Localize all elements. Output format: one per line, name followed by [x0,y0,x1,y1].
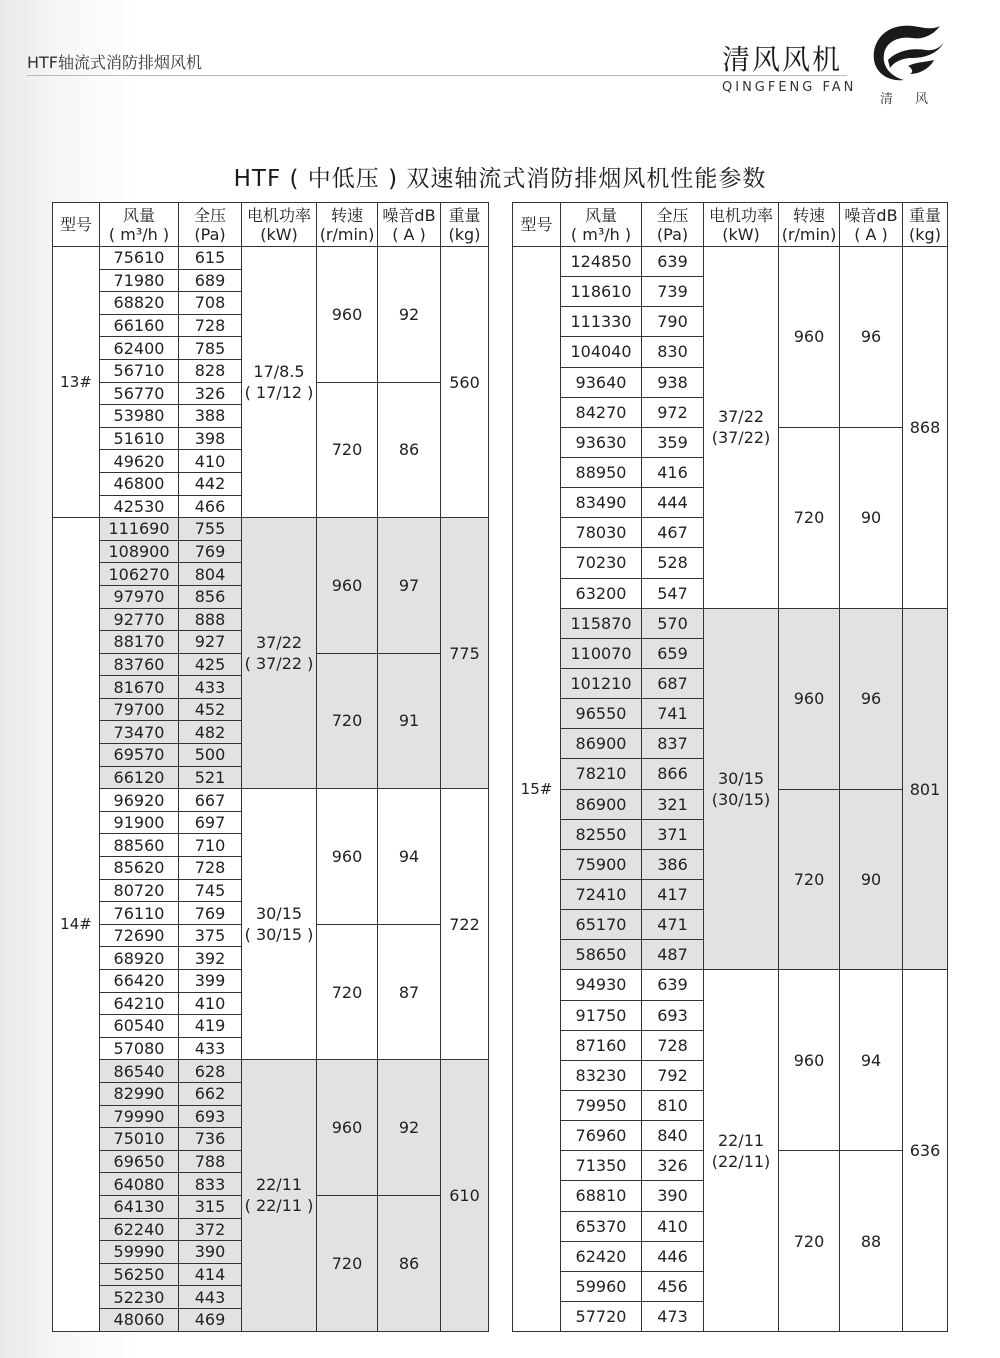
pressure-cell: 570 [642,608,704,638]
pressure-cell: 741 [642,699,704,729]
column-header-unit: (r/min) [781,224,837,244]
column-header-name: 电机功率 [246,205,311,225]
pressure-cell: 419 [179,1015,242,1038]
pressure-cell: 833 [179,1173,242,1196]
pressure-cell: 639 [642,247,704,277]
speed-cell: 960 [317,247,378,383]
column-header-unit: (Pa) [194,224,226,244]
noise-cell: 94 [840,970,903,1151]
motor-power-value: 37/22 [255,633,303,653]
pressure-cell: 467 [642,518,704,548]
pressure-cell: 410 [179,450,242,473]
airflow-cell: 51610 [100,427,179,450]
airflow-cell: 82550 [561,819,642,849]
pressure-cell: 615 [179,247,242,270]
column-header-unit: ( A ) [854,224,888,244]
airflow-cell: 91750 [561,1000,642,1030]
pressure-cell: 372 [179,1218,242,1241]
column-header [317,203,378,247]
airflow-cell: 65170 [561,910,642,940]
column-header-name: 全压 [656,205,689,225]
airflow-cell: 81670 [100,676,179,699]
speed-cell: 720 [317,1195,378,1331]
airflow-cell: 85620 [100,857,179,880]
airflow-cell: 88950 [561,457,642,487]
speed-cell: 720 [779,1151,840,1332]
pressure-cell: 398 [179,427,242,450]
airflow-cell: 75010 [100,1128,179,1151]
column-header-name: 型号 [520,215,553,234]
column-header [53,203,100,247]
motor-power-alt: ( 37/22 ) [244,654,314,674]
motor-power-alt: (30/15) [711,790,771,810]
airflow-cell: 76960 [561,1121,642,1151]
airflow-cell: 106270 [100,563,179,586]
airflow-cell: 94930 [561,970,642,1000]
column-header-name: 噪音dB [382,205,436,225]
pressure-cell: 442 [179,472,242,495]
pressure-cell: 972 [642,397,704,427]
airflow-cell: 62240 [100,1218,179,1241]
motor-power-value: 30/15 [255,904,303,924]
airflow-cell: 79700 [100,698,179,721]
airflow-cell: 79950 [561,1090,642,1120]
noise-cell: 90 [840,427,903,608]
pressure-cell: 697 [179,811,242,834]
pressure-cell: 728 [179,857,242,880]
motor-power-alt: (37/22) [711,428,771,448]
airflow-cell: 63200 [561,578,642,608]
table-header-row [53,203,489,247]
column-header-name: 风量 [584,205,617,225]
pressure-cell: 326 [642,1151,704,1181]
pressure-cell: 388 [179,405,242,428]
pressure-cell: 414 [179,1263,242,1286]
column-header-unit: ( A ) [392,224,426,244]
column-header [179,203,242,247]
pressure-cell: 521 [179,766,242,789]
motor-power-cell [242,789,317,1060]
motor-power-cell [704,247,779,609]
airflow-cell: 56710 [100,359,179,382]
motor-power-alt: ( 22/11 ) [244,1196,314,1216]
noise-cell: 96 [840,608,903,789]
column-header-name: 重量 [448,205,481,225]
weight-cell: 610 [441,1060,489,1331]
pressure-cell: 500 [179,744,242,767]
speed-cell: 960 [779,970,840,1151]
airflow-cell: 104040 [561,337,642,367]
airflow-cell: 66120 [100,766,179,789]
airflow-cell: 115870 [561,608,642,638]
pressure-cell: 769 [179,540,242,563]
airflow-cell: 62400 [100,337,179,360]
airflow-cell: 53980 [100,405,179,428]
airflow-cell: 57720 [561,1301,642,1331]
noise-cell: 87 [378,924,441,1060]
column-header-unit: ( m³/h ) [108,224,170,244]
airflow-cell: 88170 [100,631,179,654]
column-header [378,203,441,247]
pressure-cell: 628 [179,1060,242,1083]
motor-power-cell [704,970,779,1332]
pressure-cell: 728 [179,314,242,337]
pressure-cell: 359 [642,427,704,457]
column-header-name: 转速 [330,205,363,225]
airflow-cell: 60540 [100,1015,179,1038]
column-header [242,203,317,247]
table-row [53,247,489,270]
pressure-cell: 390 [179,1241,242,1264]
airflow-cell: 72410 [561,879,642,909]
airflow-cell: 96550 [561,699,642,729]
speed-cell: 960 [317,518,378,654]
airflow-cell: 49620 [100,450,179,473]
pressure-cell: 830 [642,337,704,367]
airflow-cell: 65370 [561,1211,642,1241]
motor-power-alt: ( 30/15 ) [244,925,314,945]
column-header-unit: (r/min) [319,224,375,244]
pressure-cell: 375 [179,924,242,947]
airflow-cell: 101210 [561,668,642,698]
airflow-cell: 83760 [100,653,179,676]
speed-cell: 960 [317,789,378,925]
motor-power-alt: (22/11) [711,1151,771,1171]
motor-power-value: 17/8.5 [253,362,305,382]
airflow-cell: 79990 [100,1105,179,1128]
pressure-cell: 769 [179,902,242,925]
airflow-cell: 68810 [561,1181,642,1211]
airflow-cell: 84270 [561,397,642,427]
airflow-cell: 68820 [100,292,179,315]
airflow-cell: 110070 [561,638,642,668]
table-row [513,970,948,1000]
airflow-cell: 42530 [100,495,179,518]
table-row [53,1060,489,1083]
column-header-unit: (Pa) [656,224,689,244]
pressure-cell: 755 [179,518,242,541]
pressure-cell: 315 [179,1195,242,1218]
pressure-cell: 693 [179,1105,242,1128]
airflow-cell: 92770 [100,608,179,631]
motor-power-cell [242,247,317,518]
airflow-cell: 86900 [561,729,642,759]
pressure-cell: 938 [642,367,704,397]
pressure-cell: 728 [642,1030,704,1060]
column-header-name: 风量 [122,205,155,225]
airflow-cell: 82990 [100,1082,179,1105]
motor-power-cell [242,1060,317,1331]
speed-cell: 960 [779,247,840,428]
table-row [53,789,489,812]
speed-cell: 720 [317,924,378,1060]
pressure-cell: 788 [179,1150,242,1173]
airflow-cell: 52230 [100,1286,179,1309]
weight-cell: 868 [903,247,948,609]
pressure-cell: 639 [642,970,704,1000]
pressure-cell: 790 [642,307,704,337]
pressure-cell: 410 [179,992,242,1015]
motor-power-cell [704,608,779,970]
airflow-cell: 69570 [100,744,179,767]
airflow-cell: 96920 [100,789,179,812]
pressure-cell: 473 [642,1301,704,1331]
pressure-cell: 659 [642,638,704,668]
pressure-cell: 433 [179,1037,242,1060]
pressure-cell: 739 [642,277,704,307]
airflow-cell: 86540 [100,1060,179,1083]
speed-cell: 720 [317,653,378,789]
pressure-cell: 425 [179,653,242,676]
pressure-cell: 810 [642,1090,704,1120]
airflow-cell: 80720 [100,879,179,902]
speed-cell: 960 [779,608,840,789]
airflow-cell: 93640 [561,367,642,397]
column-header [642,203,704,247]
pressure-cell: 840 [642,1121,704,1151]
pressure-cell: 745 [179,879,242,902]
speed-cell: 960 [317,1060,378,1196]
airflow-cell: 64210 [100,992,179,1015]
airflow-cell: 108900 [100,540,179,563]
airflow-cell: 93630 [561,427,642,457]
noise-cell: 97 [378,518,441,654]
airflow-cell: 88560 [100,834,179,857]
airflow-cell: 66160 [100,314,179,337]
noise-cell: 91 [378,653,441,789]
airflow-cell: 75900 [561,849,642,879]
column-header [840,203,903,247]
airflow-cell: 97970 [100,585,179,608]
pressure-cell: 386 [642,849,704,879]
column-header [704,203,779,247]
pressure-cell: 392 [179,947,242,970]
pressure-cell: 888 [179,608,242,631]
pressure-cell: 856 [179,585,242,608]
airflow-cell: 71980 [100,269,179,292]
pressure-cell: 736 [179,1128,242,1151]
motor-power-value: 22/11 [717,1130,765,1150]
table-header-row [513,203,948,247]
airflow-cell: 83230 [561,1060,642,1090]
pressure-cell: 837 [642,729,704,759]
weight-cell: 560 [441,247,489,518]
airflow-cell: 62420 [561,1241,642,1271]
airflow-cell: 68920 [100,947,179,970]
airflow-cell: 72690 [100,924,179,947]
pressure-cell: 326 [179,382,242,405]
pressure-cell: 471 [642,910,704,940]
pressure-cell: 927 [179,631,242,654]
airflow-cell: 57080 [100,1037,179,1060]
column-header [903,203,948,247]
airflow-cell: 111690 [100,518,179,541]
airflow-cell: 59960 [561,1271,642,1301]
airflow-cell: 56250 [100,1263,179,1286]
column-header [561,203,642,247]
airflow-cell: 86900 [561,789,642,819]
pressure-cell: 469 [179,1308,242,1331]
pressure-cell: 390 [642,1181,704,1211]
pressure-cell: 662 [179,1082,242,1105]
header-left-title: HTF轴流式消防排烟风机 [27,53,203,72]
airflow-cell: 66420 [100,970,179,993]
column-header [441,203,489,247]
airflow-cell: 56770 [100,382,179,405]
airflow-cell: 124850 [561,247,642,277]
pressure-cell: 417 [642,879,704,909]
pressure-cell: 456 [642,1271,704,1301]
airflow-cell: 78210 [561,759,642,789]
pressure-cell: 452 [179,698,242,721]
noise-cell: 90 [840,789,903,970]
airflow-cell: 59990 [100,1241,179,1264]
column-header-name: 重量 [908,205,941,225]
pressure-cell: 667 [179,789,242,812]
pressure-cell: 482 [179,721,242,744]
airflow-cell: 70230 [561,548,642,578]
airflow-cell: 91900 [100,811,179,834]
motor-power-cell [242,518,317,789]
speed-cell: 720 [317,382,378,518]
noise-cell: 92 [378,1060,441,1196]
column-header [100,203,179,247]
column-header-unit: (kg) [909,224,941,244]
spec-table-right [512,202,948,1332]
column-header-name: 噪音dB [844,205,898,225]
model-cell: 15# [513,247,561,1332]
noise-cell: 88 [840,1151,903,1332]
speed-cell: 720 [779,427,840,608]
weight-cell: 636 [903,970,948,1332]
noise-cell: 96 [840,247,903,428]
airflow-cell: 118610 [561,277,642,307]
page-title: HTF ( 中低压 ) 双速轴流式消防排烟风机性能参数 [233,166,767,192]
pressure-cell: 785 [179,337,242,360]
pressure-cell: 433 [179,676,242,699]
column-header-name: 转速 [792,205,825,225]
logo-caption: 清风 [880,92,951,107]
motor-power-alt: ( 17/12 ) [244,383,314,403]
airflow-cell: 69650 [100,1150,179,1173]
pressure-cell: 710 [179,834,242,857]
table-row [53,518,489,541]
pressure-cell: 828 [179,359,242,382]
airflow-cell: 78030 [561,518,642,548]
spec-table-left [52,202,489,1332]
airflow-cell: 71350 [561,1151,642,1181]
airflow-cell: 64080 [100,1173,179,1196]
noise-cell: 86 [378,382,441,518]
airflow-cell: 76110 [100,902,179,925]
column-header [779,203,840,247]
column-header-name: 型号 [59,215,92,234]
airflow-cell: 58650 [561,940,642,970]
weight-cell: 722 [441,789,489,1060]
weight-cell: 801 [903,608,948,970]
brand-logo-icon [868,20,946,84]
column-header [513,203,561,247]
model-cell: 13# [53,247,100,518]
column-header-unit: ( m³/h ) [570,224,632,244]
table-row [513,247,948,277]
pressure-cell: 371 [642,819,704,849]
column-header-unit: (kg) [448,224,481,244]
pressure-cell: 792 [642,1060,704,1090]
pressure-cell: 466 [179,495,242,518]
pressure-cell: 321 [642,789,704,819]
pressure-cell: 689 [179,269,242,292]
motor-power-value: 22/11 [255,1175,303,1195]
column-header-name: 电机功率 [708,205,773,225]
pressure-cell: 416 [642,457,704,487]
pressure-cell: 708 [179,292,242,315]
speed-cell: 720 [779,789,840,970]
airflow-cell: 83490 [561,488,642,518]
noise-cell: 92 [378,247,441,383]
airflow-cell: 73470 [100,721,179,744]
airflow-cell: 46800 [100,472,179,495]
weight-cell: 775 [441,518,489,789]
pressure-cell: 399 [179,970,242,993]
noise-cell: 94 [378,789,441,925]
pressure-cell: 444 [642,488,704,518]
brand-name-cn: 清风风机 [722,43,843,76]
airflow-cell: 48060 [100,1308,179,1331]
airflow-cell: 87160 [561,1030,642,1060]
pressure-cell: 443 [179,1286,242,1309]
airflow-cell: 75610 [100,247,179,270]
column-header-name: 全压 [193,205,226,225]
airflow-cell: 64130 [100,1195,179,1218]
pressure-cell: 446 [642,1241,704,1271]
pressure-cell: 547 [642,578,704,608]
brand-name-en: QINGFENG FAN [722,80,857,95]
pressure-cell: 528 [642,548,704,578]
pressure-cell: 487 [642,940,704,970]
column-header-unit: (kW) [722,224,760,244]
column-header-unit: (kW) [260,224,298,244]
pressure-cell: 804 [179,563,242,586]
airflow-cell: 111330 [561,307,642,337]
noise-cell: 86 [378,1195,441,1331]
pressure-cell: 687 [642,668,704,698]
pressure-cell: 866 [642,759,704,789]
motor-power-value: 37/22 [717,407,765,427]
table-row [513,608,948,638]
pressure-cell: 410 [642,1211,704,1241]
model-cell: 14# [53,518,100,1331]
motor-power-value: 30/15 [717,769,765,789]
pressure-cell: 693 [642,1000,704,1030]
